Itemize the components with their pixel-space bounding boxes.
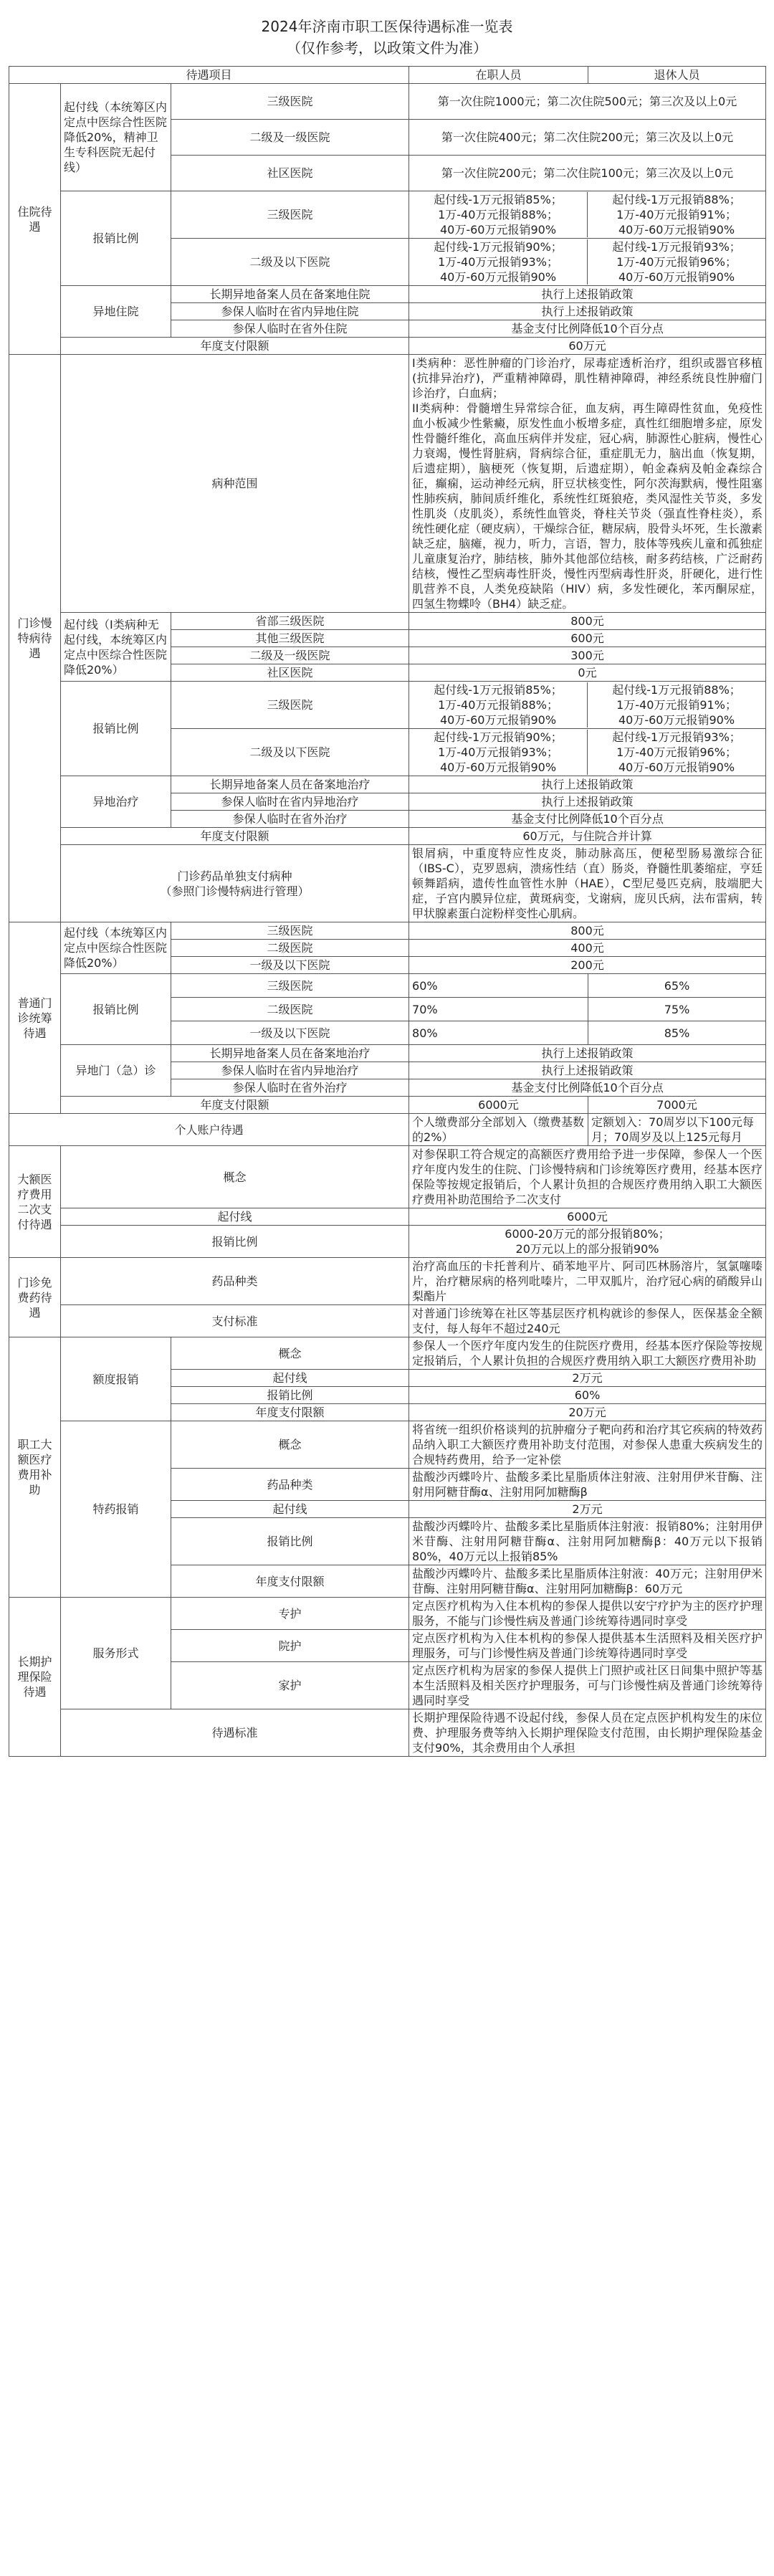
- drug-diseases-label: [61, 845, 409, 922]
- ratio-line: 40万-60万元报销90%: [618, 713, 735, 727]
- inpatient-deductible-label: 起付线（本统筹区内定点中医综合性医院降低20%，精神卫生专科医院无起付线）: [61, 84, 171, 191]
- outpatient-deductible-label: 起付线（本统筹区内定点中医综合性医院降低20%）: [61, 922, 171, 974]
- remote-policy: 基金支付比例降低10个百分点: [409, 811, 766, 828]
- ratio-line: 1万-40万元报销96%；: [616, 745, 737, 759]
- ltc-form-type: 院护: [171, 1630, 409, 1662]
- remote-policy: 基金支付比例降低10个百分点: [409, 320, 766, 338]
- remote-type: 参保人临时在省内异地住院: [171, 303, 409, 320]
- outpatient-level: 三级医院: [171, 922, 409, 940]
- outpatient-ratio-active: 60%: [409, 974, 588, 998]
- outpatient-level: 二级医院: [171, 998, 409, 1021]
- chronic-ratio-values: [409, 682, 766, 729]
- chronic-remote-label: 异地治疗: [61, 776, 171, 828]
- chronic-deductible-value: 600元: [409, 630, 766, 647]
- special-deductible-label: 起付线: [171, 1501, 409, 1518]
- ratio-line: 起付线-1万元报销85%；: [434, 193, 563, 206]
- ratio-line: 40万-60万元报销90%: [439, 760, 557, 774]
- chronic-ratio-values: [409, 729, 766, 776]
- table-row: [9, 338, 766, 355]
- critical-deductible-value: 6000元: [409, 1208, 766, 1226]
- amount-ratio-label: 报销比例: [171, 1387, 409, 1404]
- amount-concept-text: 参保人一个医疗年度内发生的住院医疗费用，经基本医疗保险等按规定报销后，个人累计负担的合规医疗费用纳入职工大额医疗费用补助: [409, 1337, 766, 1370]
- ratio-line: 1万-40万元报销91%；: [616, 208, 737, 221]
- label-line: 门诊药品单独支付病种: [177, 869, 292, 883]
- special-types-label: 药品种类: [171, 1469, 409, 1501]
- amount-limit-value: 20万元: [409, 1404, 766, 1421]
- amount-label: 额度报销: [61, 1337, 171, 1421]
- free-drugs-types-label: 药品种类: [61, 1258, 409, 1305]
- chronic-level: 其他三级医院: [171, 630, 409, 647]
- special-types-text: 盐酸沙丙蝶呤片、盐酸多柔比星脂质体注射液、注射用伊米苷酶、注射用阿糖苷酶α、注射用阿加糖酶β: [409, 1469, 766, 1501]
- inpatient-remote-label: 异地住院: [61, 286, 171, 338]
- outpatient-deductible-value: 400元: [409, 940, 766, 957]
- table-row: [9, 1421, 766, 1469]
- critical-ratio-label: 报销比例: [61, 1226, 409, 1258]
- section-critical: 大额医疗费用二次支付待遇: [9, 1146, 61, 1258]
- personal-account-active: 个人缴费部分全部划入（缴费基数的2%）: [409, 1114, 588, 1146]
- inpatient-level: 社区医院: [171, 156, 409, 191]
- chronic-limit-label: 年度支付限额: [61, 828, 409, 845]
- table-row: [9, 974, 766, 998]
- table-row: [9, 682, 766, 729]
- remote-type: 长期异地备案人员在备案地治疗: [171, 776, 409, 793]
- remote-type: 参保人临时在省外治疗: [171, 1079, 409, 1097]
- remote-policy: 执行上述报销政策: [409, 776, 766, 793]
- ratio-line: 40万-60万元报销90%: [618, 270, 735, 284]
- ratio-line: 1万-40万元报销88%；: [438, 698, 558, 712]
- ratio-line: 起付线-1万元报销88%；: [612, 193, 741, 206]
- special-concept-text: 将省统一组织价格谈判的抗肿瘤分子靶向药和治疗其它疾病的特效药品纳入职工大额医疗费用补助支付范围，对参保人患重大疾病发生的合规特药费用，给予一定补偿: [409, 1421, 766, 1469]
- ratio-line: 40万-60万元报销90%: [439, 223, 557, 237]
- ltc-form-type: 专护: [171, 1598, 409, 1630]
- critical-deductible-label: 起付线: [61, 1208, 409, 1226]
- table-row: [9, 613, 766, 630]
- page-title: 2024年济南市职工医保待遇标准一览表: [261, 18, 513, 35]
- inpatient-deductible-value: 第一次住院400元；第二次住院200元；第三次及以上0元: [409, 120, 766, 156]
- outpatient-level: 一级及以下医院: [171, 1021, 409, 1045]
- chronic-scope-text: [409, 355, 766, 613]
- table-row: [9, 355, 766, 613]
- section-large-subsidy: 职工大额医疗费用补助: [9, 1337, 61, 1598]
- section-ltc: 长期护理保险待遇: [9, 1598, 61, 1757]
- critical-concept-label: 概念: [61, 1146, 409, 1208]
- remote-type: 长期异地备案人员在备案地治疗: [171, 1045, 409, 1062]
- remote-type: 参保人临时在省外住院: [171, 320, 409, 338]
- outpatient-limit-active: 6000元: [409, 1097, 588, 1114]
- inpatient-limit-value: 60万元: [409, 338, 766, 355]
- table-row: [9, 1226, 766, 1258]
- table-row: [9, 191, 766, 239]
- table-row: [9, 1208, 766, 1226]
- chronic-level: 社区医院: [171, 664, 409, 682]
- amount-limit-label: 年度支付限额: [171, 1404, 409, 1421]
- remote-type: 长期异地备案人员在备案地住院: [171, 286, 409, 303]
- outpatient-ratio-retired: 65%: [588, 974, 766, 998]
- ratio-line: 起付线-1万元报销93%；: [612, 240, 741, 254]
- ratio-line: 1万-40万元报销91%；: [616, 698, 737, 712]
- ratio-line: 起付线-1万元报销88%；: [612, 683, 741, 697]
- chronic-level: 三级医院: [171, 682, 409, 729]
- inpatient-ratio-values: [409, 239, 766, 286]
- remote-type: 参保人临时在省内异地治疗: [171, 793, 409, 811]
- ltc-form-text: 定点医疗机构为居家的参保人提供上门照护或社区日间集中照护等基本生活照料及相关医疗护理服务，可与门诊慢性病及普通门诊统筹待遇同时享受: [409, 1662, 766, 1709]
- amount-ratio-value: 60%: [409, 1387, 766, 1404]
- outpatient-ratio-retired: 75%: [588, 998, 766, 1021]
- outpatient-remote-label: 异地门（急）诊: [61, 1045, 171, 1097]
- inpatient-level: 二级及以下医院: [171, 239, 409, 286]
- ratio-line: 6000-20万元的部分报销80%；: [505, 1227, 670, 1241]
- ratio-line: 起付线-1万元报销93%；: [612, 730, 741, 744]
- outpatient-deductible-value: 200元: [409, 957, 766, 974]
- table-row: [9, 1114, 766, 1146]
- outpatient-ratio-active: 80%: [409, 1021, 588, 1045]
- section-outpatient: 普通门诊统筹待遇: [9, 922, 61, 1114]
- page: [9, 0, 765, 1771]
- ltc-standard-label: 待遇标准: [61, 1709, 409, 1757]
- chronic-ratio-label: 报销比例: [61, 682, 171, 776]
- drug-diseases-text: 银屑病，中重度特应性皮炎，肺动脉高压，便秘型肠易激综合征（IBS-C），克罗恩病，溃疡性结（直）肠炎，脊髓性肌萎缩症，亨廷顿舞蹈病，遗传性血管性水肿（HAE），C型尼曼匹克病，肢端肥大症，子宫内膜异位症，黄斑病变，戈谢病，庞贝氏病，法布雷病，转甲状腺素蛋白淀粉样变性心肌病。: [409, 845, 766, 922]
- inpatient-level: 三级医院: [171, 84, 409, 120]
- outpatient-level: 二级医院: [171, 940, 409, 957]
- table-row: [9, 286, 766, 303]
- special-limit-label: 年度支付限额: [171, 1565, 409, 1598]
- chronic-level: 二级及一级医院: [171, 647, 409, 664]
- table-row: [9, 922, 766, 940]
- critical-ratio-value: [409, 1226, 766, 1258]
- chronic-limit-value: 60万元，与住院合并计算: [409, 828, 766, 845]
- outpatient-ratio-label: 报销比例: [61, 974, 171, 1045]
- scope-line: II类病种：骨髓增生异常综合征，血友病，再生障碍性贫血，免疫性血小板减少性紫癜，原发性血小板增多症，真性红细胞增多症，原发性骨髓纤维化，高血压病伴并发症，冠心病，肺源性心脏病，慢性心力衰竭，慢性肾脏病，肾病综合征，重症肌无力，脑出血（恢复期，后遗症期），脑梗死（恢复期，后遗症期），帕金森病及帕金森综合征，癫痫，运动神经元病，肝豆状核变性，阿尔茨海默病，慢性阻塞性肺疾病，肺间质纤维化，系统性红斑狼疮，类风湿性关节炎，多发性肌炎（皮肌炎），系统性血管炎，脊柱关节炎（强直性脊柱炎），系统性硬化症（硬皮病），干燥综合征，糖尿病，股骨头坏死，生长激素缺乏症，脑瘫，视力，听力，言语，智力，肢体等残疾儿童和孤独症儿童康复治疗，肺结核，肺外其他部位结核，耐多药结核，广泛耐药结核，慢性乙型病毒性肝炎，慢性丙型病毒性肝炎，肝硬化，进行性肌营养不良，人类免疫缺陷（HIV）病，多发性硬化，苯丙酮尿症，四氢生物蝶呤（BH4）缺乏症。: [412, 401, 763, 611]
- page-subtitle: （仅作参考，以政策文件为准）: [287, 39, 487, 57]
- table-row: [9, 1146, 766, 1208]
- ltc-form-type: 家护: [171, 1662, 409, 1709]
- special-deductible-value: 2万元: [409, 1501, 766, 1518]
- ltc-standard-text: 长期护理保险待遇不设起付线，参保人员在定点医护机构发生的床位费、护理服务费等纳入长期护理保险支付范围，由长期护理保险基金支付90%，其余费用由个人承担: [409, 1709, 766, 1757]
- table-row: [9, 1097, 766, 1114]
- ratio-line: 起付线-1万元报销90%；: [434, 730, 563, 744]
- scope-line: I类病种：恶性肿瘤的门诊治疗，尿毒症透析治疗，组织或器官移植(抗排异治疗)，严重精神障碍，肌性精神障碍，神经系统良性肿瘤门诊治疗，白血病；: [412, 356, 763, 400]
- ratio-line: 40万-60万元报销90%: [618, 223, 735, 237]
- amount-deductible-value: 2万元: [409, 1370, 766, 1387]
- inpatient-ratio-label: 报销比例: [61, 191, 171, 286]
- section-chronic: 门诊慢特病待遇: [9, 355, 61, 922]
- table-row: [9, 776, 766, 793]
- benefits-table: [9, 66, 766, 1757]
- special-limit-text: 盐酸沙丙蝶呤片、盐酸多柔比星脂质体注射液：40万元；注射用伊米苷酶、注射用阿糖苷酶α、注射用阿加糖酶β：60万元: [409, 1565, 766, 1598]
- ratio-line: 起付线-1万元报销85%；: [434, 683, 563, 697]
- outpatient-limit-retired: 7000元: [588, 1097, 766, 1114]
- outpatient-ratio-retired: 85%: [588, 1021, 766, 1045]
- inpatient-ratio-values: [409, 191, 766, 239]
- table-header-row: [9, 67, 766, 84]
- inpatient-level: 二级及一级医院: [171, 120, 409, 156]
- free-drugs-types-text: 治疗高血压的卡托普利片、硝苯地平片、阿司匹林肠溶片，氢氯噻嗪片，治疗糖尿病的格列吡嗪片，二甲双胍片，治疗冠心病的硝酸异山梨酯片: [409, 1258, 766, 1305]
- header-retired: 退休人员: [588, 67, 766, 84]
- critical-concept-text: 对参保职工符合规定的高额医疗费用给予进一步保障，参保人一个医疗年度内发生的住院、门诊慢特病和门诊统筹医疗费用，经基本医疗保险等按规定报销后，个人累计负担的合规医疗费用纳入职工大额医疗费用补助范围给予二次支付: [409, 1146, 766, 1208]
- special-ratio-label: 报销比例: [171, 1518, 409, 1565]
- table-row: [9, 1045, 766, 1062]
- ltc-form-text: 定点医疗机构为入住本机构的参保人提供基本生活照料及相关医疗护理服务，可与门诊慢性病及普通门诊统筹待遇同时享受: [409, 1630, 766, 1662]
- chronic-level: 省部三级医院: [171, 613, 409, 630]
- inpatient-level: 三级医院: [171, 191, 409, 239]
- chronic-deductible-value: 800元: [409, 613, 766, 630]
- special-label: 特药报销: [61, 1421, 171, 1598]
- remote-policy: 基金支付比例降低10个百分点: [409, 1079, 766, 1097]
- outpatient-limit-label: 年度支付限额: [61, 1097, 409, 1114]
- ratio-line: 1万-40万元报销93%；: [438, 745, 558, 759]
- ltc-forms-label: 服务形式: [61, 1598, 171, 1709]
- header-item: 待遇项目: [9, 67, 409, 84]
- remote-policy: 执行上述报销政策: [409, 286, 766, 303]
- chronic-level: 二级及以下医院: [171, 729, 409, 776]
- table-row: [9, 1598, 766, 1630]
- table-row: [9, 845, 766, 922]
- outpatient-level: 一级及以下医院: [171, 957, 409, 974]
- section-free-drugs: 门诊免费药待遇: [9, 1258, 61, 1337]
- table-row: [9, 84, 766, 120]
- ltc-form-text: 定点医疗机构为入住本机构的参保人提供以安宁疗护为主的医疗护理服务，不能与门诊慢性病及普通门诊统筹待遇同时享受: [409, 1598, 766, 1630]
- outpatient-deductible-value: 800元: [409, 922, 766, 940]
- outpatient-level: 三级医院: [171, 974, 409, 998]
- ratio-line: 1万-40万元报销88%；: [438, 208, 558, 221]
- label-line: （参照门诊慢特病进行管理）: [160, 884, 310, 898]
- header-active: 在职人员: [409, 67, 588, 84]
- table-row: [9, 828, 766, 845]
- ratio-line: 40万-60万元报销90%: [618, 760, 735, 774]
- remote-type: 参保人临时在省外治疗: [171, 811, 409, 828]
- inpatient-deductible-value: 第一次住院200元；第二次住院100元；第三次及以上0元: [409, 156, 766, 191]
- remote-policy: 执行上述报销政策: [409, 793, 766, 811]
- remote-policy: 执行上述报销政策: [409, 303, 766, 320]
- inpatient-deductible-value: 第一次住院1000元；第二次住院500元；第三次及以上0元: [409, 84, 766, 120]
- chronic-scope-label: 病种范围: [61, 355, 409, 613]
- special-concept-label: 概念: [171, 1421, 409, 1469]
- outpatient-ratio-active: 70%: [409, 998, 588, 1021]
- free-drugs-standard-text: 对普通门诊统筹在社区等基层医疗机构就诊的参保人，医保基金全额支付，每人每年不超过240元: [409, 1305, 766, 1337]
- amount-deductible-label: 起付线: [171, 1370, 409, 1387]
- section-inpatient: 住院待遇: [9, 84, 61, 355]
- ratio-line: 20万元以上的部分报销90%: [515, 1242, 659, 1256]
- chronic-deductible-value: 300元: [409, 647, 766, 664]
- ratio-line: 40万-60万元报销90%: [439, 270, 557, 284]
- remote-policy: 执行上述报销政策: [409, 1062, 766, 1079]
- table-row: [9, 1709, 766, 1757]
- free-drugs-standard-label: 支付标准: [61, 1305, 409, 1337]
- table-row: [9, 1258, 766, 1305]
- inpatient-limit-label: 年度支付限额: [61, 338, 409, 355]
- table-row: [9, 1337, 766, 1370]
- chronic-deductible-label: 起付线（I类病种无起付线，本统筹区内定点中医综合性医院降低20%）: [61, 613, 171, 682]
- special-ratio-text: 盐酸沙丙蝶呤片、盐酸多柔比星脂质体注射液：报销80%；注射用伊米苷酶、注射用阿糖苷酶α、注射用阿加糖酶β：40万元以下报销80%，40万元以上报销85%: [409, 1518, 766, 1565]
- ratio-line: 40万-60万元报销90%: [439, 713, 557, 727]
- chronic-deductible-value: 0元: [409, 664, 766, 682]
- personal-account-retired: 定额划入：70周岁以下100元每月；70周岁及以上125元每月: [588, 1114, 766, 1146]
- ratio-line: 起付线-1万元报销90%；: [434, 240, 563, 254]
- ratio-line: 1万-40万元报销96%；: [616, 255, 737, 269]
- ratio-line: 1万-40万元报销93%；: [438, 255, 558, 269]
- remote-type: 参保人临时在省内异地治疗: [171, 1062, 409, 1079]
- table-row: [9, 1305, 766, 1337]
- personal-account-label: 个人账户待遇: [9, 1114, 409, 1146]
- remote-policy: 执行上述报销政策: [409, 1045, 766, 1062]
- amount-concept-label: 概念: [171, 1337, 409, 1370]
